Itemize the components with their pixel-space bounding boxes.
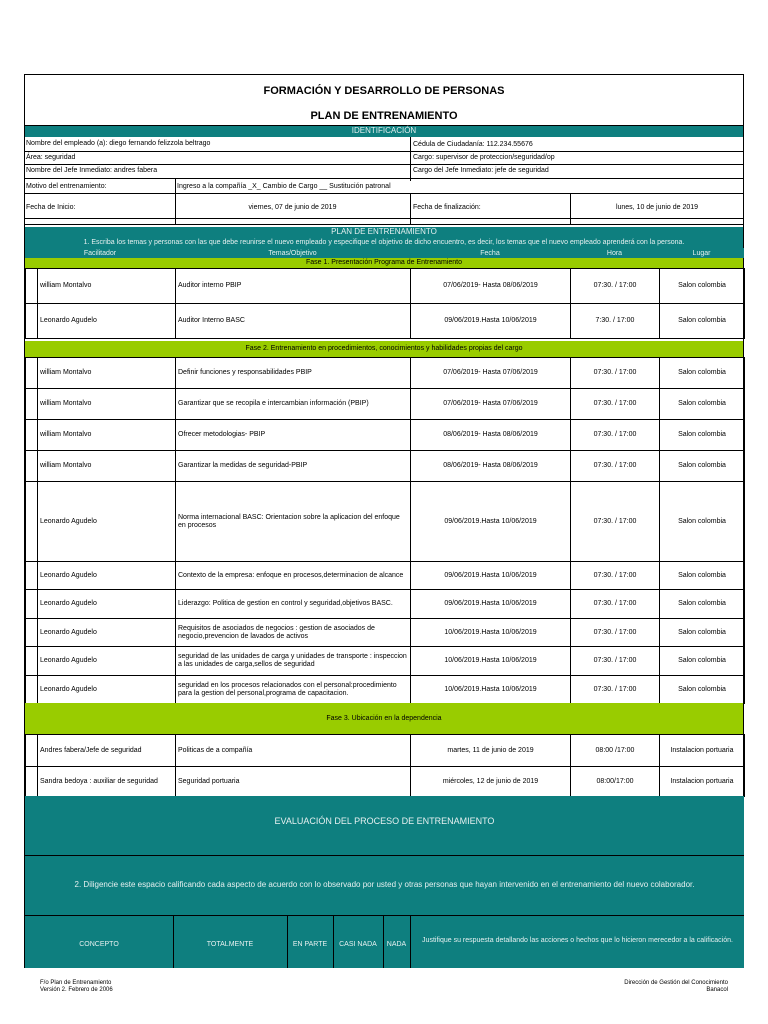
employee-id: Cédula de Ciudadanía: 112.234.55676 — [413, 141, 533, 148]
table-row — [26, 590, 745, 619]
motivo-label: Motivo del entrenamiento: — [26, 183, 107, 190]
footer-right — [624, 980, 728, 994]
place-cell: Salon colombia — [660, 676, 745, 704]
date-cell: 10/06/2019.Hasta 10/06/2019 — [411, 619, 571, 647]
department-name: Dirección de Gestión del Conocimiento — [624, 980, 728, 986]
topic-cell: Politicas de a compañía — [176, 735, 411, 767]
table-row — [26, 420, 745, 451]
footer-left — [40, 980, 113, 994]
identificacion-bar: IDENTIFICACIÓN — [25, 126, 743, 137]
phase-1-table — [25, 268, 745, 339]
phase-2-table — [25, 357, 745, 704]
topic-cell: Auditor interno PBIP — [176, 269, 411, 304]
spacer-cell — [26, 676, 38, 704]
spacer-cell — [26, 767, 38, 797]
plan-instruction: 1. Escriba los temas y personas con las que debe reunirse el nuevo empleado y especifique el objetivo de dicho encuentro, es decir, los temas que el nuevo empleado aprenderá con la persona. — [25, 238, 743, 248]
date-cell: 07/06/2019- Hasta 07/06/2019 — [411, 358, 571, 389]
table-row — [26, 676, 745, 704]
divider — [25, 915, 744, 916]
divider — [25, 224, 744, 225]
facilitator-cell: william Montalvo — [38, 420, 176, 451]
time-cell: 07:30. / 17:00 — [571, 590, 660, 619]
topic-cell: Auditor Interno BASC — [176, 304, 411, 339]
date-cell: miércoles, 12 de junio de 2019 — [411, 767, 571, 797]
evaluation-heading: EVALUACIÓN DEL PROCESO DE ENTRENAMIENTO — [274, 816, 495, 826]
evaluation-section — [25, 796, 744, 968]
topic-cell: Liderazgo: Politica de gestion en control y seguridad,objetivos BASC. — [176, 590, 411, 619]
date-cell: 09/06/2019.Hasta 10/06/2019 — [411, 562, 571, 590]
place-cell: Salon colombia — [660, 304, 745, 339]
place-cell: Salon colombia — [660, 358, 745, 389]
facilitator-cell: Leonardo Agudelo — [38, 676, 176, 704]
topic-cell: seguridad en los procesos relacionados con el personal:procedimiento para la gestion del personal,programa de capacitacion. — [176, 676, 411, 704]
divider — [25, 164, 744, 165]
topic-cell: Seguridad portuaria — [176, 767, 411, 797]
divider — [410, 137, 411, 181]
topic-cell: Garantizar la medidas de seguridad-PBIP — [176, 451, 411, 482]
form-version: Versión 2. Febrero de 2006 — [40, 987, 113, 993]
plan-title: PLAN DE ENTRENAMIENTO — [310, 110, 458, 122]
spacer-cell — [26, 590, 38, 619]
facilitator-cell: Leonardo Agudelo — [38, 619, 176, 647]
spacer-cell — [26, 482, 38, 562]
time-cell: 07:30. / 17:00 — [571, 676, 660, 704]
date-cell: 07/06/2019- Hasta 08/06/2019 — [411, 269, 571, 304]
form-name: F/o Plan de Entrenamiento — [40, 980, 112, 986]
topic-cell: seguridad de las unidades de carga y unidades de transporte : inspeccion a las unidades de carga,sellos de seguridad — [176, 647, 411, 676]
facilitator-cell: william Montalvo — [38, 451, 176, 482]
place-cell: Salon colombia — [660, 590, 745, 619]
facilitator-cell: william Montalvo — [38, 358, 176, 389]
facilitator-cell: Leonardo Agudelo — [38, 482, 176, 562]
topic-cell: Contexto de la empresa: enfoque en procesos,determinacion de alcance — [176, 562, 411, 590]
employee-name: Nombre del empleado (a): diego fernando felizzola beltrago — [26, 140, 211, 147]
date-cell: 09/06/2019.Hasta 10/06/2019 — [411, 590, 571, 619]
evaluation-instruction: 2. Diligencie este espacio calificando cada aspecto de acuerdo con lo observado por usted y otras personas que hayan intervenido en el entrenamiento del nuevo colaborador. — [74, 880, 695, 889]
divider — [25, 218, 744, 219]
divider — [410, 193, 411, 224]
spacer-cell — [26, 451, 38, 482]
supervisor-position: Cargo del Jefe Inmediato: jefe de seguridad — [413, 167, 549, 174]
col-hora: Hora — [606, 250, 623, 257]
date-cell: 08/06/2019- Hasta 08/06/2019 — [411, 420, 571, 451]
place-cell: Instalacion portuaria — [660, 767, 745, 797]
place-cell: Salon colombia — [660, 420, 745, 451]
table-row — [26, 269, 745, 304]
col-lugar: Lugar — [692, 250, 711, 257]
place-cell: Salon colombia — [660, 389, 745, 420]
time-cell: 07:30. / 17:00 — [571, 647, 660, 676]
spacer-cell — [26, 420, 38, 451]
divider — [25, 193, 744, 194]
divider — [410, 915, 411, 968]
place-cell: Salon colombia — [660, 562, 745, 590]
plan-heading-bar: PLAN DE ENTRENAMIENTO — [25, 227, 743, 238]
totalmente-header: TOTALMENTE — [206, 941, 254, 948]
place-cell: Instalacion portuaria — [660, 735, 745, 767]
justifique-header: Justifique su respuesta detallando las acciones o hechos que lo hicieron merecedor a la calificación. — [422, 937, 733, 944]
col-fecha: Fecha — [480, 250, 500, 257]
time-cell: 07:30. / 17:00 — [571, 389, 660, 420]
start-date-label: Fecha de Inicio: — [26, 204, 76, 211]
time-cell: 08:00/17:00 — [571, 767, 660, 797]
time-cell: 07:30. / 17:00 — [571, 451, 660, 482]
facilitator-cell: william Montalvo — [38, 269, 176, 304]
spacer-cell — [26, 619, 38, 647]
spacer-cell — [26, 389, 38, 420]
date-cell: 10/06/2019.Hasta 10/06/2019 — [411, 647, 571, 676]
divider — [25, 178, 744, 179]
concepto-header: CONCEPTO — [79, 941, 119, 948]
topic-cell: Ofrecer metodologias- PBIP — [176, 420, 411, 451]
employee-position: Cargo: supervisor de proteccion/seguridad/op — [413, 154, 555, 161]
phase-1-bar: Fase 1. Presentación Programa de Entrenamiento — [25, 258, 743, 268]
time-cell: 07:30. / 17:00 — [571, 482, 660, 562]
company-name: Banacol — [706, 987, 728, 993]
divider — [25, 855, 744, 856]
place-cell: Salon colombia — [660, 619, 745, 647]
place-cell: Salon colombia — [660, 482, 745, 562]
date-cell: 10/06/2019.Hasta 10/06/2019 — [411, 676, 571, 704]
place-cell: Salon colombia — [660, 269, 745, 304]
facilitator-cell: Leonardo Agudelo — [38, 590, 176, 619]
topic-cell: Norma internacional BASC: Orientacion sobre la aplicacion del enfoque en procesos — [176, 482, 411, 562]
date-cell: 09/06/2019.Hasta 10/06/2019 — [411, 304, 571, 339]
facilitator-cell: william Montalvo — [38, 389, 176, 420]
en-parte-header: EN PARTE — [292, 941, 328, 948]
topic-cell: Garantizar que se recopila e intercambian información (PBIP) — [176, 389, 411, 420]
table-row — [26, 735, 745, 767]
col-tema: Temas/Objetivo — [268, 250, 317, 257]
end-date-label: Fecha de finalización: — [413, 204, 481, 211]
table-row — [26, 767, 745, 797]
facilitator-cell: Andres fabera/Jefe de seguridad — [38, 735, 176, 767]
time-cell: 07:30. / 17:00 — [571, 420, 660, 451]
time-cell: 07:30. / 17:00 — [571, 358, 660, 389]
phase-3-bar: Fase 3. Ubicación en la dependencia — [25, 703, 743, 734]
place-cell: Salon colombia — [660, 451, 745, 482]
topic-cell: Requisitos de asociados de negocios : gestion de asociados de negocio,prevencion de lavados de activos — [176, 619, 411, 647]
table-row — [26, 482, 745, 562]
phase-3-table — [25, 734, 745, 797]
table-row — [26, 647, 745, 676]
spacer-cell — [26, 562, 38, 590]
date-cell: martes, 11 de junio de 2019 — [411, 735, 571, 767]
time-cell: 07:30. / 17:00 — [571, 562, 660, 590]
facilitator-cell: Leonardo Agudelo — [38, 304, 176, 339]
table-row — [26, 304, 745, 339]
plan-column-headers — [25, 248, 744, 258]
divider — [25, 151, 744, 152]
document-title: FORMACIÓN Y DESARROLLO DE PERSONAS — [263, 85, 505, 97]
table-row — [26, 389, 745, 420]
casi-nada-header: CASI NADA — [339, 941, 377, 948]
end-date-value: lunes, 10 de junio de 2019 — [615, 204, 699, 211]
facilitator-cell: Sandra bedoya : auxiliar de seguridad — [38, 767, 176, 797]
table-row — [26, 358, 745, 389]
date-cell: 08/06/2019- Hasta 08/06/2019 — [411, 451, 571, 482]
table-row — [26, 451, 745, 482]
date-cell: 09/06/2019.Hasta 10/06/2019 — [411, 482, 571, 562]
date-cell: 07/06/2019- Hasta 07/06/2019 — [411, 389, 571, 420]
phase-2-bar: Fase 2. Entrenamiento en procedimientos, conocimientos y habilidades propias del cargo — [25, 341, 743, 357]
time-cell: 07:30. / 17:00 — [571, 619, 660, 647]
spacer-cell — [26, 304, 38, 339]
start-date-value: viernes, 07 de junio de 2019 — [248, 204, 337, 211]
time-cell: 7:30. / 17:00 — [571, 304, 660, 339]
time-cell: 08:00 /17:00 — [571, 735, 660, 767]
table-row — [26, 619, 745, 647]
nada-header: NADA — [386, 941, 407, 948]
spacer-cell — [26, 647, 38, 676]
col-facilitador: Facilitador — [83, 250, 117, 257]
facilitator-cell: Leonardo Agudelo — [38, 647, 176, 676]
spacer-cell — [26, 269, 38, 304]
training-plan-sheet — [24, 74, 744, 968]
motivo-value: Ingreso a la compañía _X_ Cambio de Cargo __ Sustitución patronal — [177, 183, 391, 190]
supervisor-name: Nombre del Jefe Inmediato: andres fabera — [26, 167, 158, 174]
topic-cell: Definir funciones y responsabilidades PBIP — [176, 358, 411, 389]
facilitator-cell: Leonardo Agudelo — [38, 562, 176, 590]
time-cell: 07:30. / 17:00 — [571, 269, 660, 304]
spacer-cell — [26, 735, 38, 767]
spacer-cell — [26, 358, 38, 389]
employee-area: Área: seguridad — [26, 154, 76, 161]
place-cell: Salon colombia — [660, 647, 745, 676]
table-row — [26, 562, 745, 590]
